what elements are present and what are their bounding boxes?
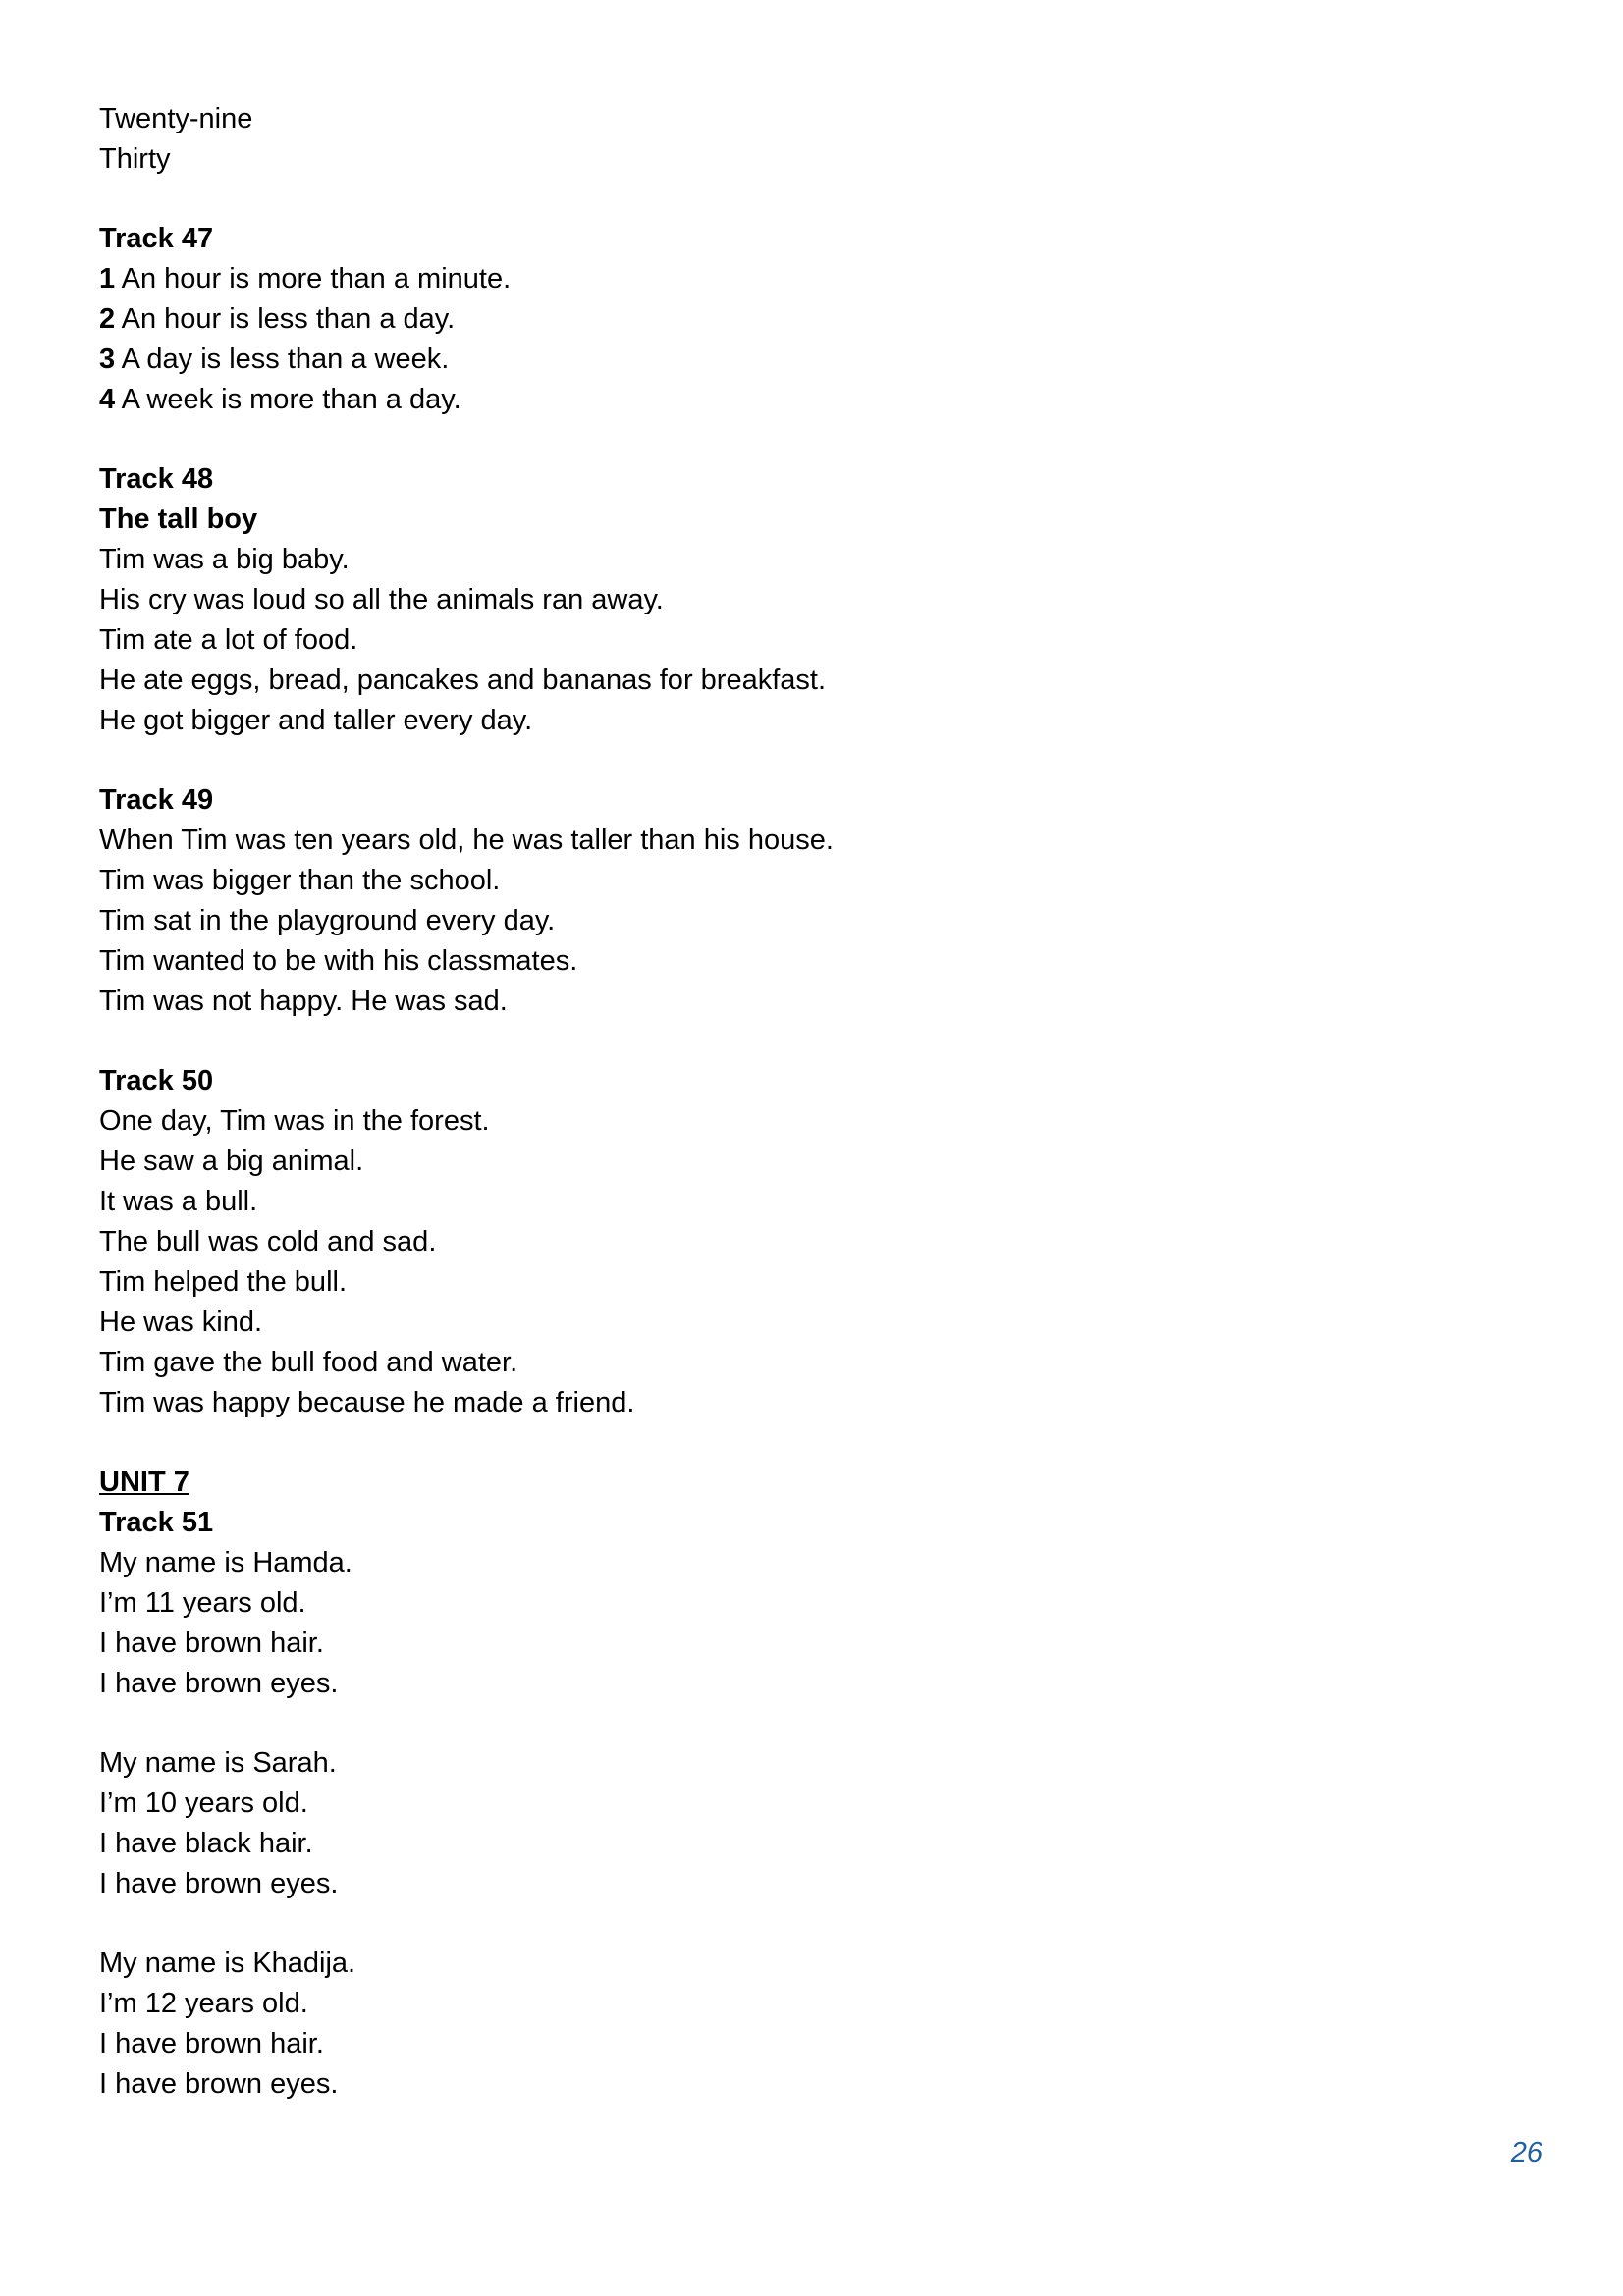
track-heading: Track 48 bbox=[99, 463, 214, 495]
text-line: I’m 11 years old. bbox=[99, 1587, 306, 1619]
spacer bbox=[99, 180, 1493, 219]
text-line: He saw a big animal. bbox=[99, 1146, 364, 1177]
track-heading: Track 50 bbox=[99, 1065, 214, 1096]
text-line: I have brown eyes. bbox=[99, 1868, 339, 1899]
item-number: 3 bbox=[99, 344, 116, 375]
text-line: Tim helped the bull. bbox=[99, 1266, 348, 1298]
spacer bbox=[99, 1904, 1493, 1944]
text-line: Thirty bbox=[99, 143, 171, 175]
text-line: I’m 12 years old. bbox=[99, 1988, 308, 2019]
text-line: The bull was cold and sad. bbox=[99, 1226, 437, 1257]
spacer bbox=[99, 1423, 1493, 1463]
spacer bbox=[99, 741, 1493, 780]
spacer bbox=[99, 1704, 1493, 1743]
numbered-item bbox=[99, 340, 1493, 380]
track-heading: Track 49 bbox=[99, 784, 214, 816]
text-line: My name is Khadija. bbox=[99, 1948, 356, 1979]
text-line: I have black hair. bbox=[99, 1828, 313, 1859]
numbered-item bbox=[99, 259, 1493, 299]
text-line: He got bigger and taller every day. bbox=[99, 705, 533, 736]
story-title: The tall boy bbox=[99, 504, 258, 535]
text-line: My name is Sarah. bbox=[99, 1747, 337, 1779]
spacer bbox=[99, 1022, 1493, 1061]
item-text: An hour is more than a minute. bbox=[115, 263, 512, 294]
text-line: I’m 10 years old. bbox=[99, 1788, 308, 1819]
text-line: Tim ate a lot of food. bbox=[99, 624, 358, 656]
numbered-item bbox=[99, 380, 1493, 420]
text-line: Tim was not happy. He was sad. bbox=[99, 986, 508, 1017]
text-line: When Tim was ten years old, he was taller than his house. bbox=[99, 825, 834, 856]
text-line: One day, Tim was in the forest. bbox=[99, 1105, 490, 1137]
text-line: I have brown hair. bbox=[99, 1628, 324, 1659]
item-number: 1 bbox=[99, 263, 116, 294]
text-line: Twenty-nine bbox=[99, 103, 253, 134]
item-text: A week is more than a day. bbox=[115, 384, 461, 415]
text-line: I have brown eyes. bbox=[99, 2068, 339, 2100]
text-line: He ate eggs, bread, pancakes and bananas for breakfast. bbox=[99, 665, 826, 696]
item-number: 4 bbox=[99, 384, 116, 415]
text-line: My name is Hamda. bbox=[99, 1547, 352, 1578]
text-line: Tim was bigger than the school. bbox=[99, 865, 501, 896]
numbered-item bbox=[99, 299, 1493, 340]
track-heading: Track 51 bbox=[99, 1507, 214, 1538]
page-number: 26 bbox=[1510, 2137, 1542, 2168]
text-line: He was kind. bbox=[99, 1307, 263, 1338]
track-heading: Track 47 bbox=[99, 223, 214, 254]
document-page bbox=[99, 99, 1493, 2105]
text-line: His cry was loud so all the animals ran away. bbox=[99, 584, 664, 615]
item-text: A day is less than a week. bbox=[115, 344, 450, 375]
unit-heading: UNIT 7 bbox=[99, 1467, 189, 1498]
text-line: Tim was a big baby. bbox=[99, 544, 350, 575]
text-line: Tim was happy because he made a friend. bbox=[99, 1387, 635, 1418]
text-line: I have brown hair. bbox=[99, 2028, 324, 2059]
item-text: An hour is less than a day. bbox=[115, 303, 456, 335]
text-line: Tim sat in the playground every day. bbox=[99, 905, 556, 936]
text-line: I have brown eyes. bbox=[99, 1668, 339, 1699]
text-line: It was a bull. bbox=[99, 1186, 258, 1217]
spacer bbox=[99, 420, 1493, 459]
item-number: 2 bbox=[99, 303, 116, 335]
text-line: Tim wanted to be with his classmates. bbox=[99, 945, 578, 977]
text-line: Tim gave the bull food and water. bbox=[99, 1347, 518, 1378]
